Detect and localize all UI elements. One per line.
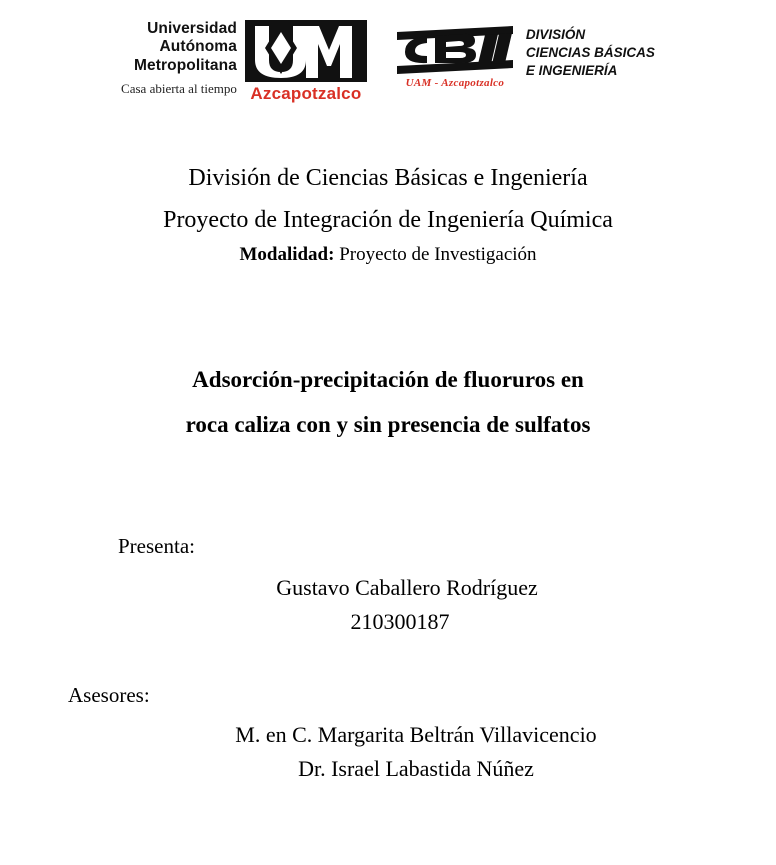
uam-wordmark: [121, 20, 237, 96]
uam-logo: [121, 20, 367, 104]
division-line: División de Ciencias Básicas e Ingeniería: [188, 165, 588, 191]
title-line-2: roca caliza con y sin presencia de sulfatos: [185, 411, 591, 437]
cbi-mark-column: [393, 22, 517, 89]
cbi-subtitle: UAM - Azcapotzalco: [405, 77, 505, 89]
uam-line-2: Autónoma: [159, 38, 237, 56]
modalidad-value: Proyecto de Investigación: [339, 244, 537, 265]
institutional-header: [0, 0, 776, 104]
modalidad-label: Modalidad:: [239, 244, 335, 265]
advisor-1: M. en C. Margarita Beltrán Villavicencio: [235, 721, 597, 747]
presenta-label: Presenta:: [118, 533, 195, 558]
document-title: [0, 358, 776, 448]
author-id: 210300187: [350, 608, 450, 634]
division-block: [0, 160, 776, 266]
cbi-logo: [393, 20, 655, 89]
cbi-division-text: [526, 22, 655, 79]
uam-line-1: Universidad: [147, 20, 237, 37]
cbi-line-1: DIVISIÓN: [525, 27, 586, 42]
uam-tagline: Casa abierta al tiempo: [121, 80, 237, 96]
title-line-1: Adsorción-precipitación de fluoruros en: [192, 367, 584, 392]
uam-mark-column: [245, 20, 367, 104]
modalidad-line: [0, 244, 776, 266]
asesores-label: Asesores:: [68, 682, 150, 707]
cbi-line-2: CIENCIAS BÁSICAS: [525, 44, 655, 60]
uam-campus-label: Azcapotzalco: [250, 84, 362, 103]
uam-line-3: Metropolitana: [134, 56, 237, 74]
advisor-2: Dr. Israel Labastida Núñez: [298, 755, 534, 781]
cbi-line-3: E INGENIERÍA: [525, 62, 618, 78]
author-name: Gustavo Caballero Rodríguez: [276, 574, 538, 600]
proyecto-line: Proyecto de Integración de Ingeniería Química: [163, 207, 613, 233]
cbi-wordmark-icon: [393, 22, 517, 76]
uam-monogram-icon: [245, 20, 367, 82]
